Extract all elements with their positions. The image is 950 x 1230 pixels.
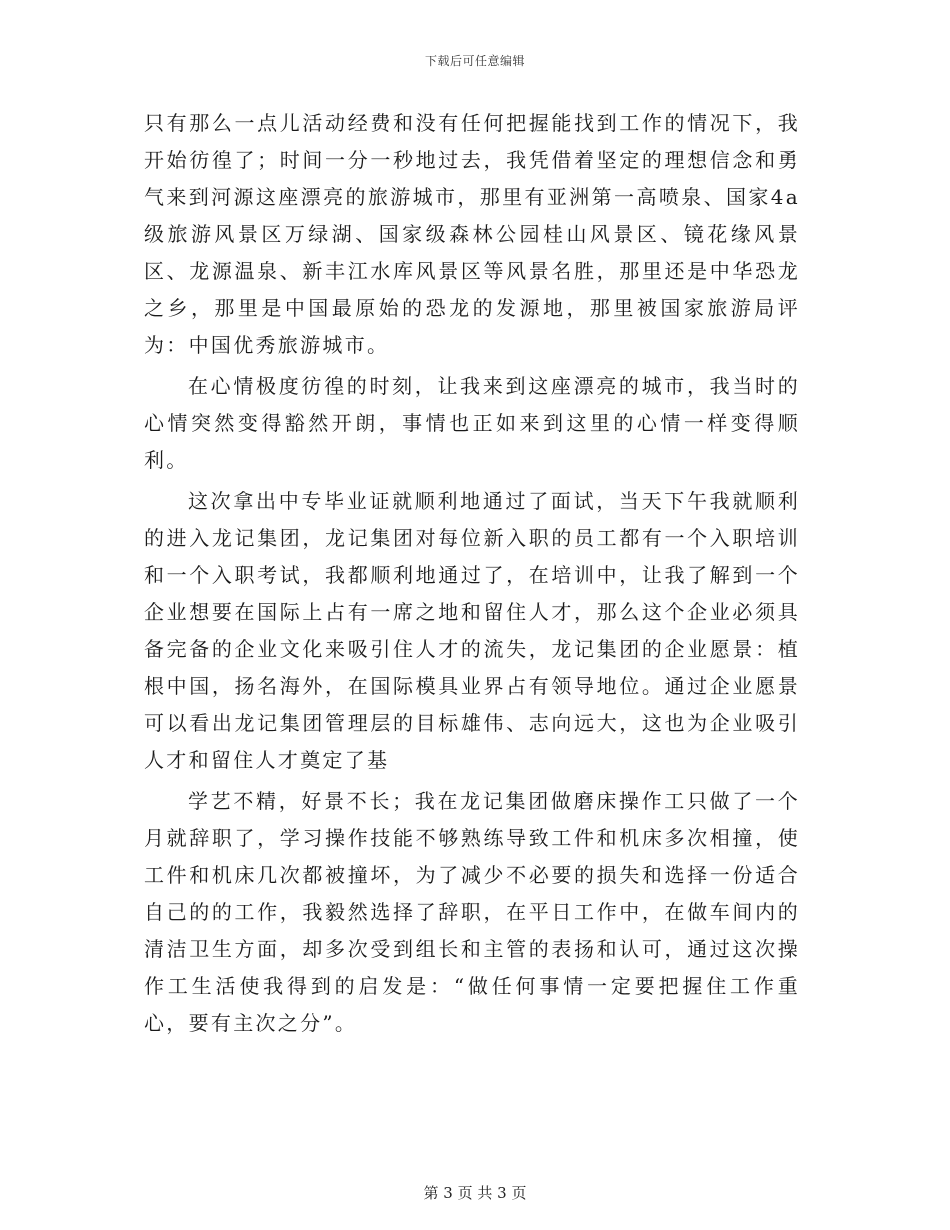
paragraph-4: 学艺不精，好景不长；我在龙记集团做磨床操作工只做了一个月就辞职了，学习操作技能不够熟练导致工件和机床多次相撞，使工件和机床几次都被撞坏，为了减少不必要的损失和选择一份适合自己的的工作，我毅然选择了辞职，在平日工作中，在做车间内的清洁卫生方面，却多次受到组长和主管的表扬和认可，通过这次操作工生活使我得到的启发是：“做任何事情一定要把握住工作重心，要有主次之分”。	[144, 789, 800, 1035]
page-footer-number: 第 3 页 共 3 页	[423, 1184, 527, 1202]
paragraph-1: 只有那么一点儿活动经费和没有任何把握能找到工作的情况下，我开始彷徨了；时间一分一秒地过去，我凭借着坚定的理想信念和勇气来到河源这座漂亮的旅游城市，那里有亚洲第一高喷泉、国家4a级旅游风景区万绿湖、国家级森林公园桂山风景区、镜花缘风景区、龙源温泉、新丰江水库风景区等风景名胜，那里还是中华恐龙之乡，那里是中国最原始的恐龙的发源地，那里被国家旅游局评为：中国优秀旅游城市。	[144, 111, 800, 357]
paragraph-3: 这次拿出中专毕业证就顺利地通过了面试，当天下午我就顺利的进入龙记集团，龙记集团对每位新入职的员工都有一个入职培训和一个入职考试，我都顺利地通过了，在培训中，让我了解到一个企业想要在国际上占有一席之地和留住人才，那么这个企业必须具备完备的企业文化来吸引住人才的流失，龙记集团的企业愿景：植根中国，扬名海外，在国际模具业界占有领导地位。通过企业愿景可以看出龙记集团管理层的目标雄伟、志向远大，这也为企业吸引人才和留住人才奠定了基	[144, 489, 800, 772]
document-body	[144, 105, 800, 1042]
page-header-note: 下载后可任意编辑	[424, 54, 525, 68]
paragraph-2: 在心情极度彷徨的时刻，让我来到这座漂亮的城市，我当时的心情突然变得豁然开朗，事情也正如来到这里的心情一样变得顺利。	[144, 374, 800, 472]
